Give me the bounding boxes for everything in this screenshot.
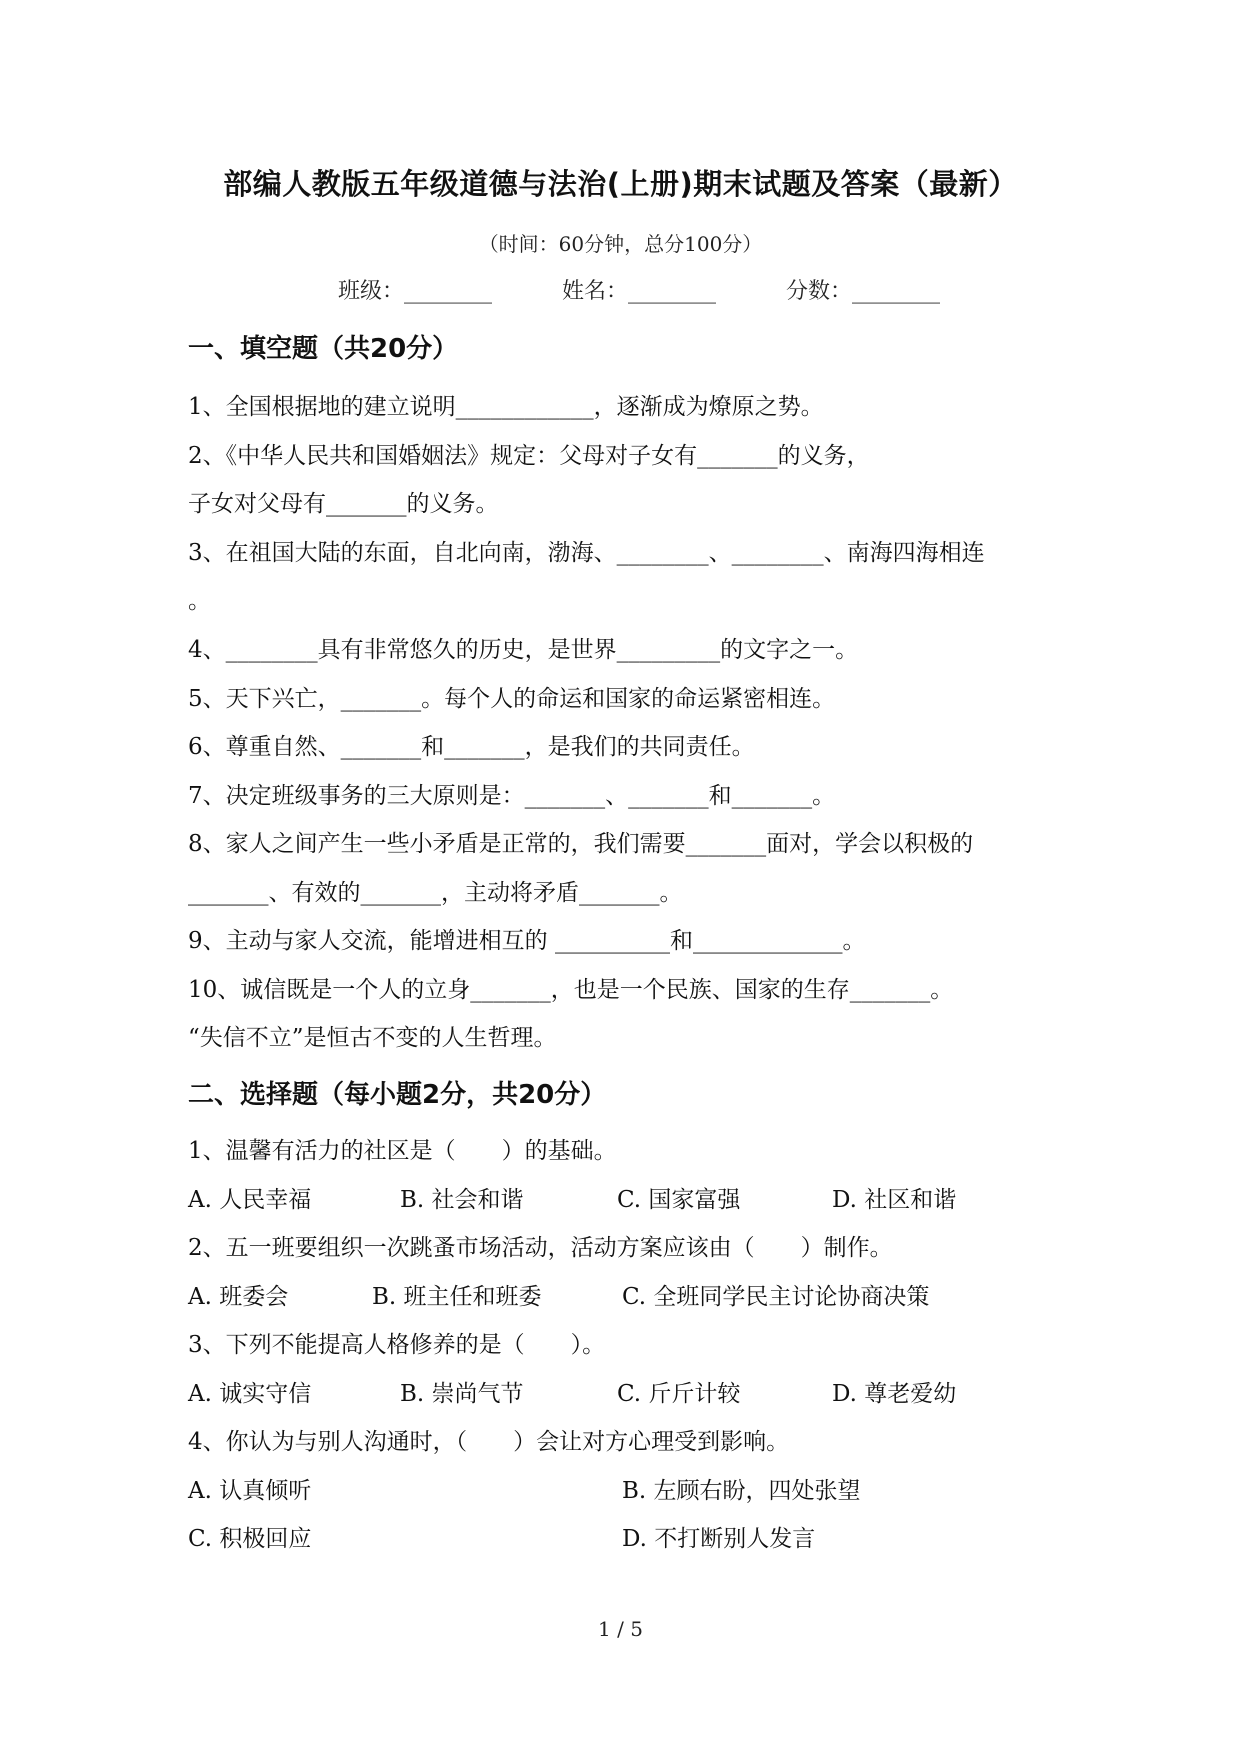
- choice-option: C. 国家富强: [617, 1187, 741, 1213]
- choice-option: B. 社会和谐: [400, 1187, 524, 1213]
- choice-option: A. 认真倾听: [188, 1478, 312, 1504]
- fill-question-line: 6、尊重自然、_______和_______，是我们的共同责任。: [188, 734, 755, 760]
- choice-option: C. 全班同学民主讨论协商决策: [622, 1284, 930, 1310]
- fill-question-line: 2、《中华人民共和国婚姻法》规定：父母对子女有_______的义务，: [188, 443, 870, 469]
- fill-question-line: “失信不立”是恒古不变的人生哲理。: [188, 1025, 557, 1051]
- choice-option: D. 社区和谐: [832, 1187, 957, 1213]
- fill-question-line: 。: [188, 588, 211, 614]
- fill-question-line: 子女对父母有_______的义务。: [188, 491, 499, 517]
- fill-question-line: 3、在祖国大陆的东面，自北向南，渤海、________、________、南海四海相连: [188, 540, 985, 566]
- choice-option: C. 斤斤计较: [617, 1381, 741, 1407]
- choice-option: B. 崇尚气节: [400, 1381, 524, 1407]
- choice-question: 1、温馨有活力的社区是（ ）的基础。: [188, 1138, 617, 1164]
- fill-question-line: 1、全国根据地的建立说明____________，逐渐成为燎原之势。: [188, 394, 824, 420]
- page-number: 1 / 5: [598, 1617, 643, 1641]
- fill-question-line: 7、决定班级事务的三大原则是：_______、_______和_______。: [188, 783, 836, 809]
- score-field: 分数：________: [786, 279, 941, 304]
- name-field: 姓名：________: [562, 279, 717, 304]
- choice-question: 3、下列不能提高人格修养的是（ ）。: [188, 1332, 606, 1358]
- fill-question-line: 5、天下兴亡，_______。每个人的命运和国家的命运紧密相连。: [188, 686, 836, 712]
- section-heading-choice: 二、选择题（每小题2分，共20分）: [188, 1080, 607, 1110]
- section-heading-fill-blank: 一、填空题（共20分）: [188, 334, 459, 364]
- choice-option: A. 诚实守信: [188, 1381, 312, 1407]
- choice-option: A. 人民幸福: [188, 1187, 312, 1213]
- fill-question-line: _______、有效的_______，主动将矛盾_______。: [188, 880, 683, 906]
- choice-question: 2、五一班要组织一次跳蚤市场活动，活动方案应该由（ ）制作。: [188, 1235, 893, 1261]
- exam-subtitle: （时间：60分钟，总分100分）: [478, 232, 763, 256]
- choice-question: 4、你认为与别人沟通时，（ ）会让对方心理受到影响。: [188, 1429, 790, 1455]
- choice-option: B. 班主任和班委: [372, 1284, 542, 1310]
- fill-question-line: 8、家人之间产生一些小矛盾是正常的，我们需要_______面对，学会以积极的: [188, 831, 974, 857]
- fill-question-line: 9、主动与家人交流，能增进相互的 __________和_____________。: [188, 928, 866, 954]
- choice-option: D. 尊老爱幼: [832, 1381, 957, 1407]
- choice-option: C. 积极回应: [188, 1526, 312, 1552]
- page-title: 部编人教版五年级道德与法治(上册)期末试题及答案（最新）: [223, 167, 1018, 201]
- fill-question-line: 4、________具有非常悠久的历史，是世界_________的文字之一。: [188, 637, 859, 663]
- choice-option: D. 不打断别人发言: [622, 1526, 816, 1552]
- class-field: 班级：________: [338, 279, 493, 304]
- choice-option: B. 左顾右盼，四处张望: [622, 1478, 861, 1504]
- choice-option: A. 班委会: [188, 1284, 289, 1310]
- fill-question-line: 10、诚信既是一个人的立身_______，也是一个民族、国家的生存_______。: [188, 977, 954, 1003]
